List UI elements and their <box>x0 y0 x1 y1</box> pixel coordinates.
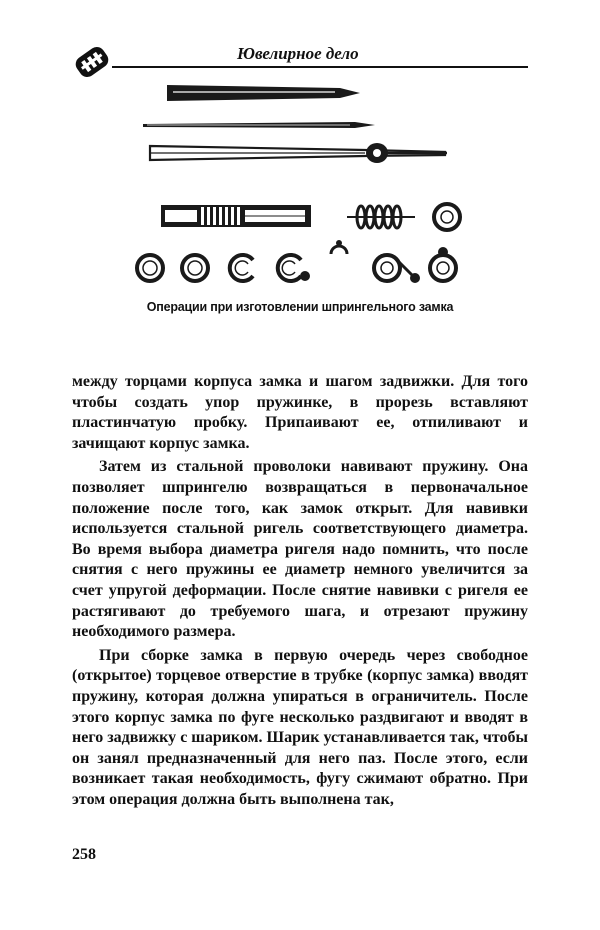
stage-ring-7 <box>430 249 456 281</box>
page-number: 258 <box>72 846 96 863</box>
stage-ring-3 <box>230 255 253 281</box>
split-tube-with-ring <box>150 143 447 163</box>
running-title: Ювелирное дело <box>237 44 359 63</box>
stage-ring-2 <box>182 255 208 281</box>
spring-coil <box>347 206 415 228</box>
stage-ring-6 <box>374 255 418 281</box>
figure-caption: Операции при изготовлении шпрингельного замка <box>146 300 454 314</box>
stage-hook <box>331 240 347 254</box>
header-rule <box>112 66 528 68</box>
tapered-wire <box>143 122 375 128</box>
spring-lock-manufacturing-illustration <box>125 80 480 295</box>
book-emblem-icon <box>70 40 114 84</box>
paragraph: между торцами корпуса замка и шагом задвижки. Для того чтобы создать упор пружинке, в прорезь вставляют пластинчатую пробку. Припаивают ее, отпиливают и зачищают корпус замка. <box>72 373 528 452</box>
ring-washer <box>434 204 460 230</box>
paragraph: При сборке замка в первую очередь через свободное (открытое) торцевое отверстие в трубке (корпус замка) вводят пружину, которая должна упираться в ограничитель. После этого корпус замка по фуге несколько раздвигают и вводят в него задвижку с шариком. Шарик устанавливается так, чтобы он занял предназначенный для него паз. После этого, если возникает такая необходимость, фугу сжимают обратно. При этом операция должна быть выполнена так, <box>72 646 528 808</box>
paragraph: Затем из стальной проволоки навивают пружину. Она позволяет шпрингелю возвращаться в первоначальное положение после того, как замок открыт. Для навивки используется стальной ригель соответствующего диаметра. Во время выбора диаметра ригеля надо помнить, что после снятия с него пружины ее диаметр немного увеличится за счет упругой деформации. После снятие навивки с ригеля ее растягивают до требуемого шага, и отрезают пружину необходимого размера. <box>72 458 528 641</box>
tube-with-spring <box>161 205 311 227</box>
stage-ring-1 <box>137 255 163 281</box>
lock-stages-row <box>137 240 456 281</box>
body-text <box>72 372 528 810</box>
stage-ring-4 <box>278 255 308 281</box>
pointed-rod <box>167 85 360 101</box>
